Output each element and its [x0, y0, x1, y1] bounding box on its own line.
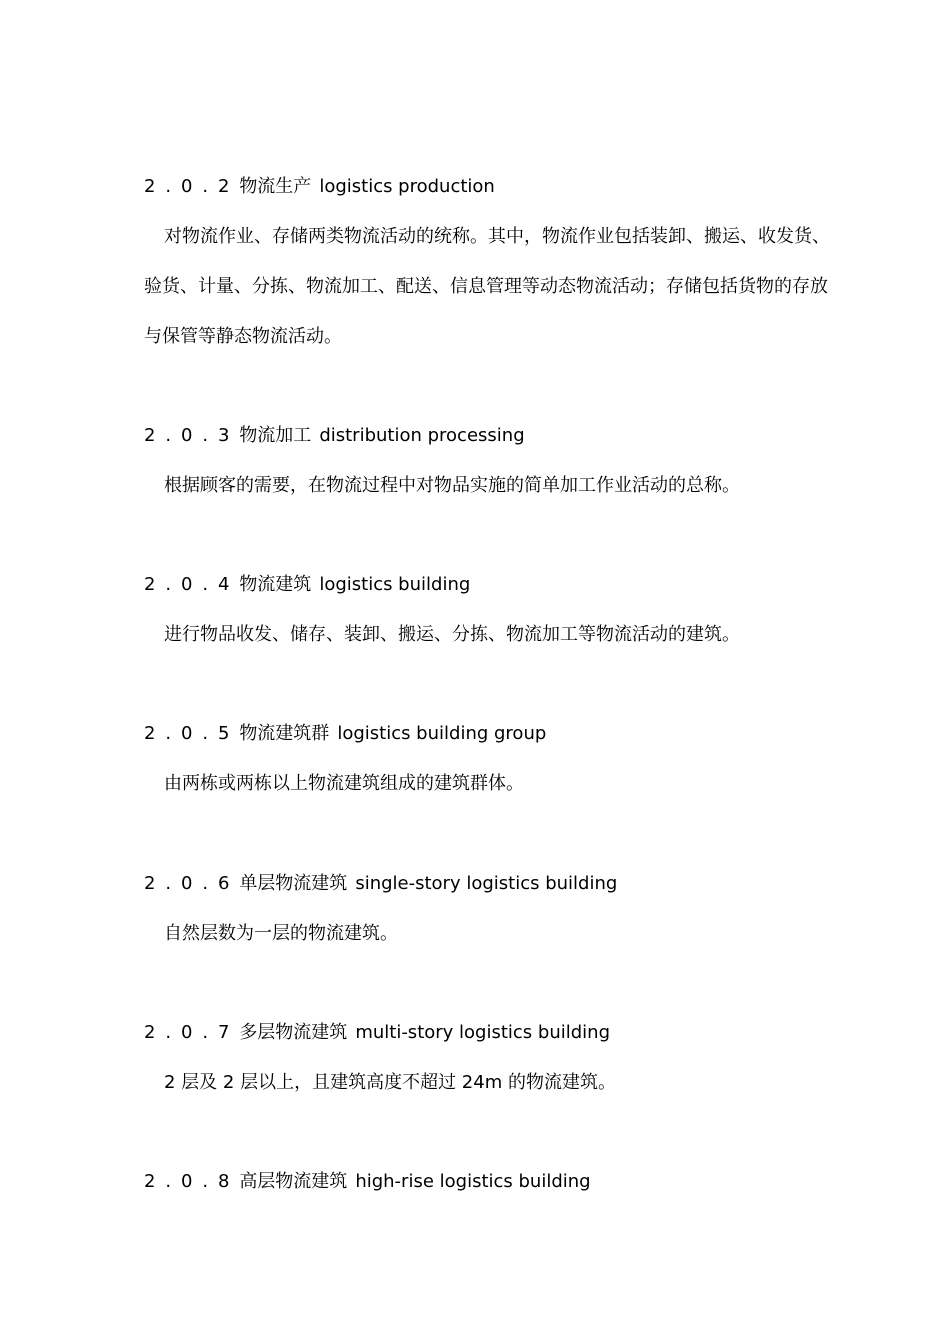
section-heading: [144, 424, 525, 448]
section-term-en: logistics building: [319, 574, 471, 595]
section-term-en: logistics production: [319, 176, 495, 197]
section-term-zh: 物流加工: [239, 425, 312, 446]
section-number: 2.0.8: [144, 1171, 240, 1192]
section-term-zh: 物流建筑: [239, 574, 312, 595]
section-number: 2.0.5: [144, 723, 240, 744]
section-number: 2.0.2: [144, 176, 240, 197]
section-term-zh: 多层物流建筑: [239, 1022, 348, 1043]
section-term-zh: 单层物流建筑: [239, 873, 348, 894]
section-term-en: logistics building group: [337, 723, 547, 744]
definition-line: 与保管等静态物流活动。: [144, 326, 342, 347]
section-term-en: high-rise logistics building: [355, 1171, 591, 1192]
section-heading: [144, 722, 546, 746]
definition-line: 自然层数为一层的物流建筑。: [164, 923, 398, 944]
definition-line: 验货、计量、分拣、物流加工、配送、信息管理等动态物流活动；存储包括货物的存放: [144, 276, 828, 297]
definition-line: 进行物品收发、储存、装卸、搬运、分拣、物流加工等物流活动的建筑。: [164, 624, 740, 645]
section-number: 2.0.7: [144, 1022, 240, 1043]
section-number: 2.0.3: [144, 425, 240, 446]
section-number: 2.0.4: [144, 574, 240, 595]
section-heading: [144, 872, 617, 896]
section-term-en: distribution processing: [319, 425, 525, 446]
definition-line: 根据顾客的需要，在物流过程中对物品实施的简单加工作业活动的总称。: [164, 475, 740, 496]
section-term-zh: 高层物流建筑: [239, 1171, 348, 1192]
definition-line: 对物流作业、存储两类物流活动的统称。其中，物流作业包括装卸、搬运、收发货、: [164, 226, 830, 247]
section-heading: [144, 1021, 610, 1045]
section-heading: [144, 573, 470, 597]
definition-line: 由两栋或两栋以上物流建筑组成的建筑群体。: [164, 773, 524, 794]
section-term-en: multi-story logistics building: [355, 1022, 611, 1043]
section-number: 2.0.6: [144, 873, 240, 894]
section-term-zh: 物流建筑群: [239, 723, 330, 744]
section-heading: [144, 175, 495, 199]
section-term-en: single-story logistics building: [355, 873, 618, 894]
section-heading: [144, 1170, 591, 1194]
definition-line: 2 层及 2 层以上，且建筑高度不超过 24m 的物流建筑。: [164, 1072, 616, 1093]
section-term-zh: 物流生产: [239, 176, 312, 197]
